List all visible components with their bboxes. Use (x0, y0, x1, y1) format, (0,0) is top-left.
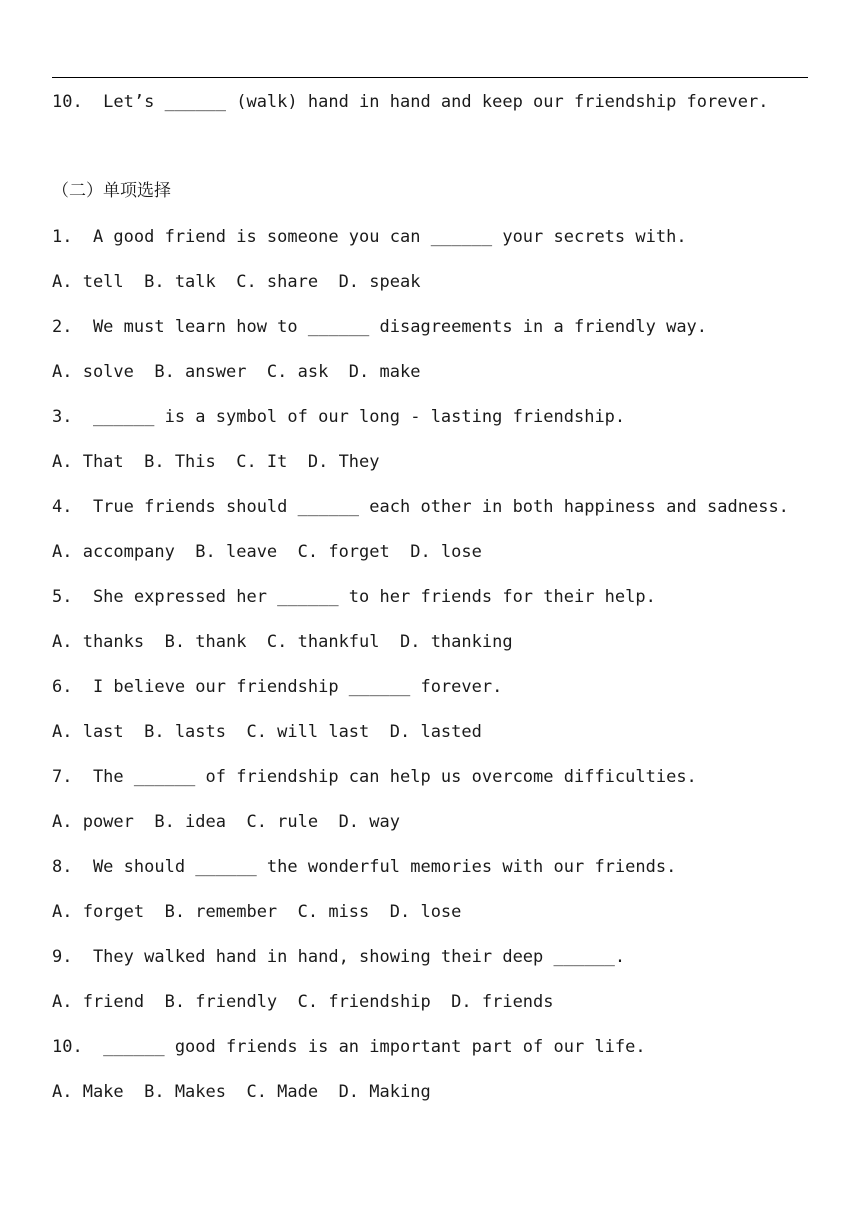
section-title: （二）单项选择 (52, 181, 171, 201)
question-1-stem: 1. A good friend is someone you can ______ your secrets with. (52, 227, 687, 247)
question-9-options: A. friend B. friendly C. friendship D. friends (52, 992, 554, 1012)
question-4-options: A. accompany B. leave C. forget D. lose (52, 542, 482, 562)
question-4-stem: 4. True friends should ______ each other in both happiness and sadness. (52, 497, 789, 517)
question-6-options: A. last B. lasts C. will last D. lasted (52, 722, 482, 742)
question-8-options: A. forget B. remember C. miss D. lose (52, 902, 462, 922)
fill-in-item-10: 10. Let’s ______ (walk) hand in hand and keep our friendship forever. (52, 92, 769, 112)
question-5-stem: 5. She expressed her ______ to her friends for their help. (52, 587, 656, 607)
question-5-options: A. thanks B. thank C. thankful D. thanking (52, 632, 513, 652)
question-6-stem: 6. I believe our friendship ______ forever. (52, 677, 503, 697)
question-10-options: A. Make B. Makes C. Made D. Making (52, 1082, 431, 1102)
question-8-stem: 8. We should ______ the wonderful memories with our friends. (52, 857, 677, 877)
question-7-stem: 7. The ______ of friendship can help us overcome difficulties. (52, 767, 697, 787)
question-1-options: A. tell B. talk C. share D. speak (52, 272, 421, 292)
question-10-stem: 10. ______ good friends is an important part of our life. (52, 1037, 646, 1057)
top-divider (52, 77, 808, 78)
question-2-options: A. solve B. answer C. ask D. make (52, 362, 421, 382)
question-3-stem: 3. ______ is a symbol of our long - lasting friendship. (52, 407, 626, 427)
question-9-stem: 9. They walked hand in hand, showing their deep ______. (52, 947, 626, 967)
question-2-stem: 2. We must learn how to ______ disagreements in a friendly way. (52, 317, 708, 337)
question-7-options: A. power B. idea C. rule D. way (52, 812, 400, 832)
question-3-options: A. That B. This C. It D. They (52, 452, 380, 472)
